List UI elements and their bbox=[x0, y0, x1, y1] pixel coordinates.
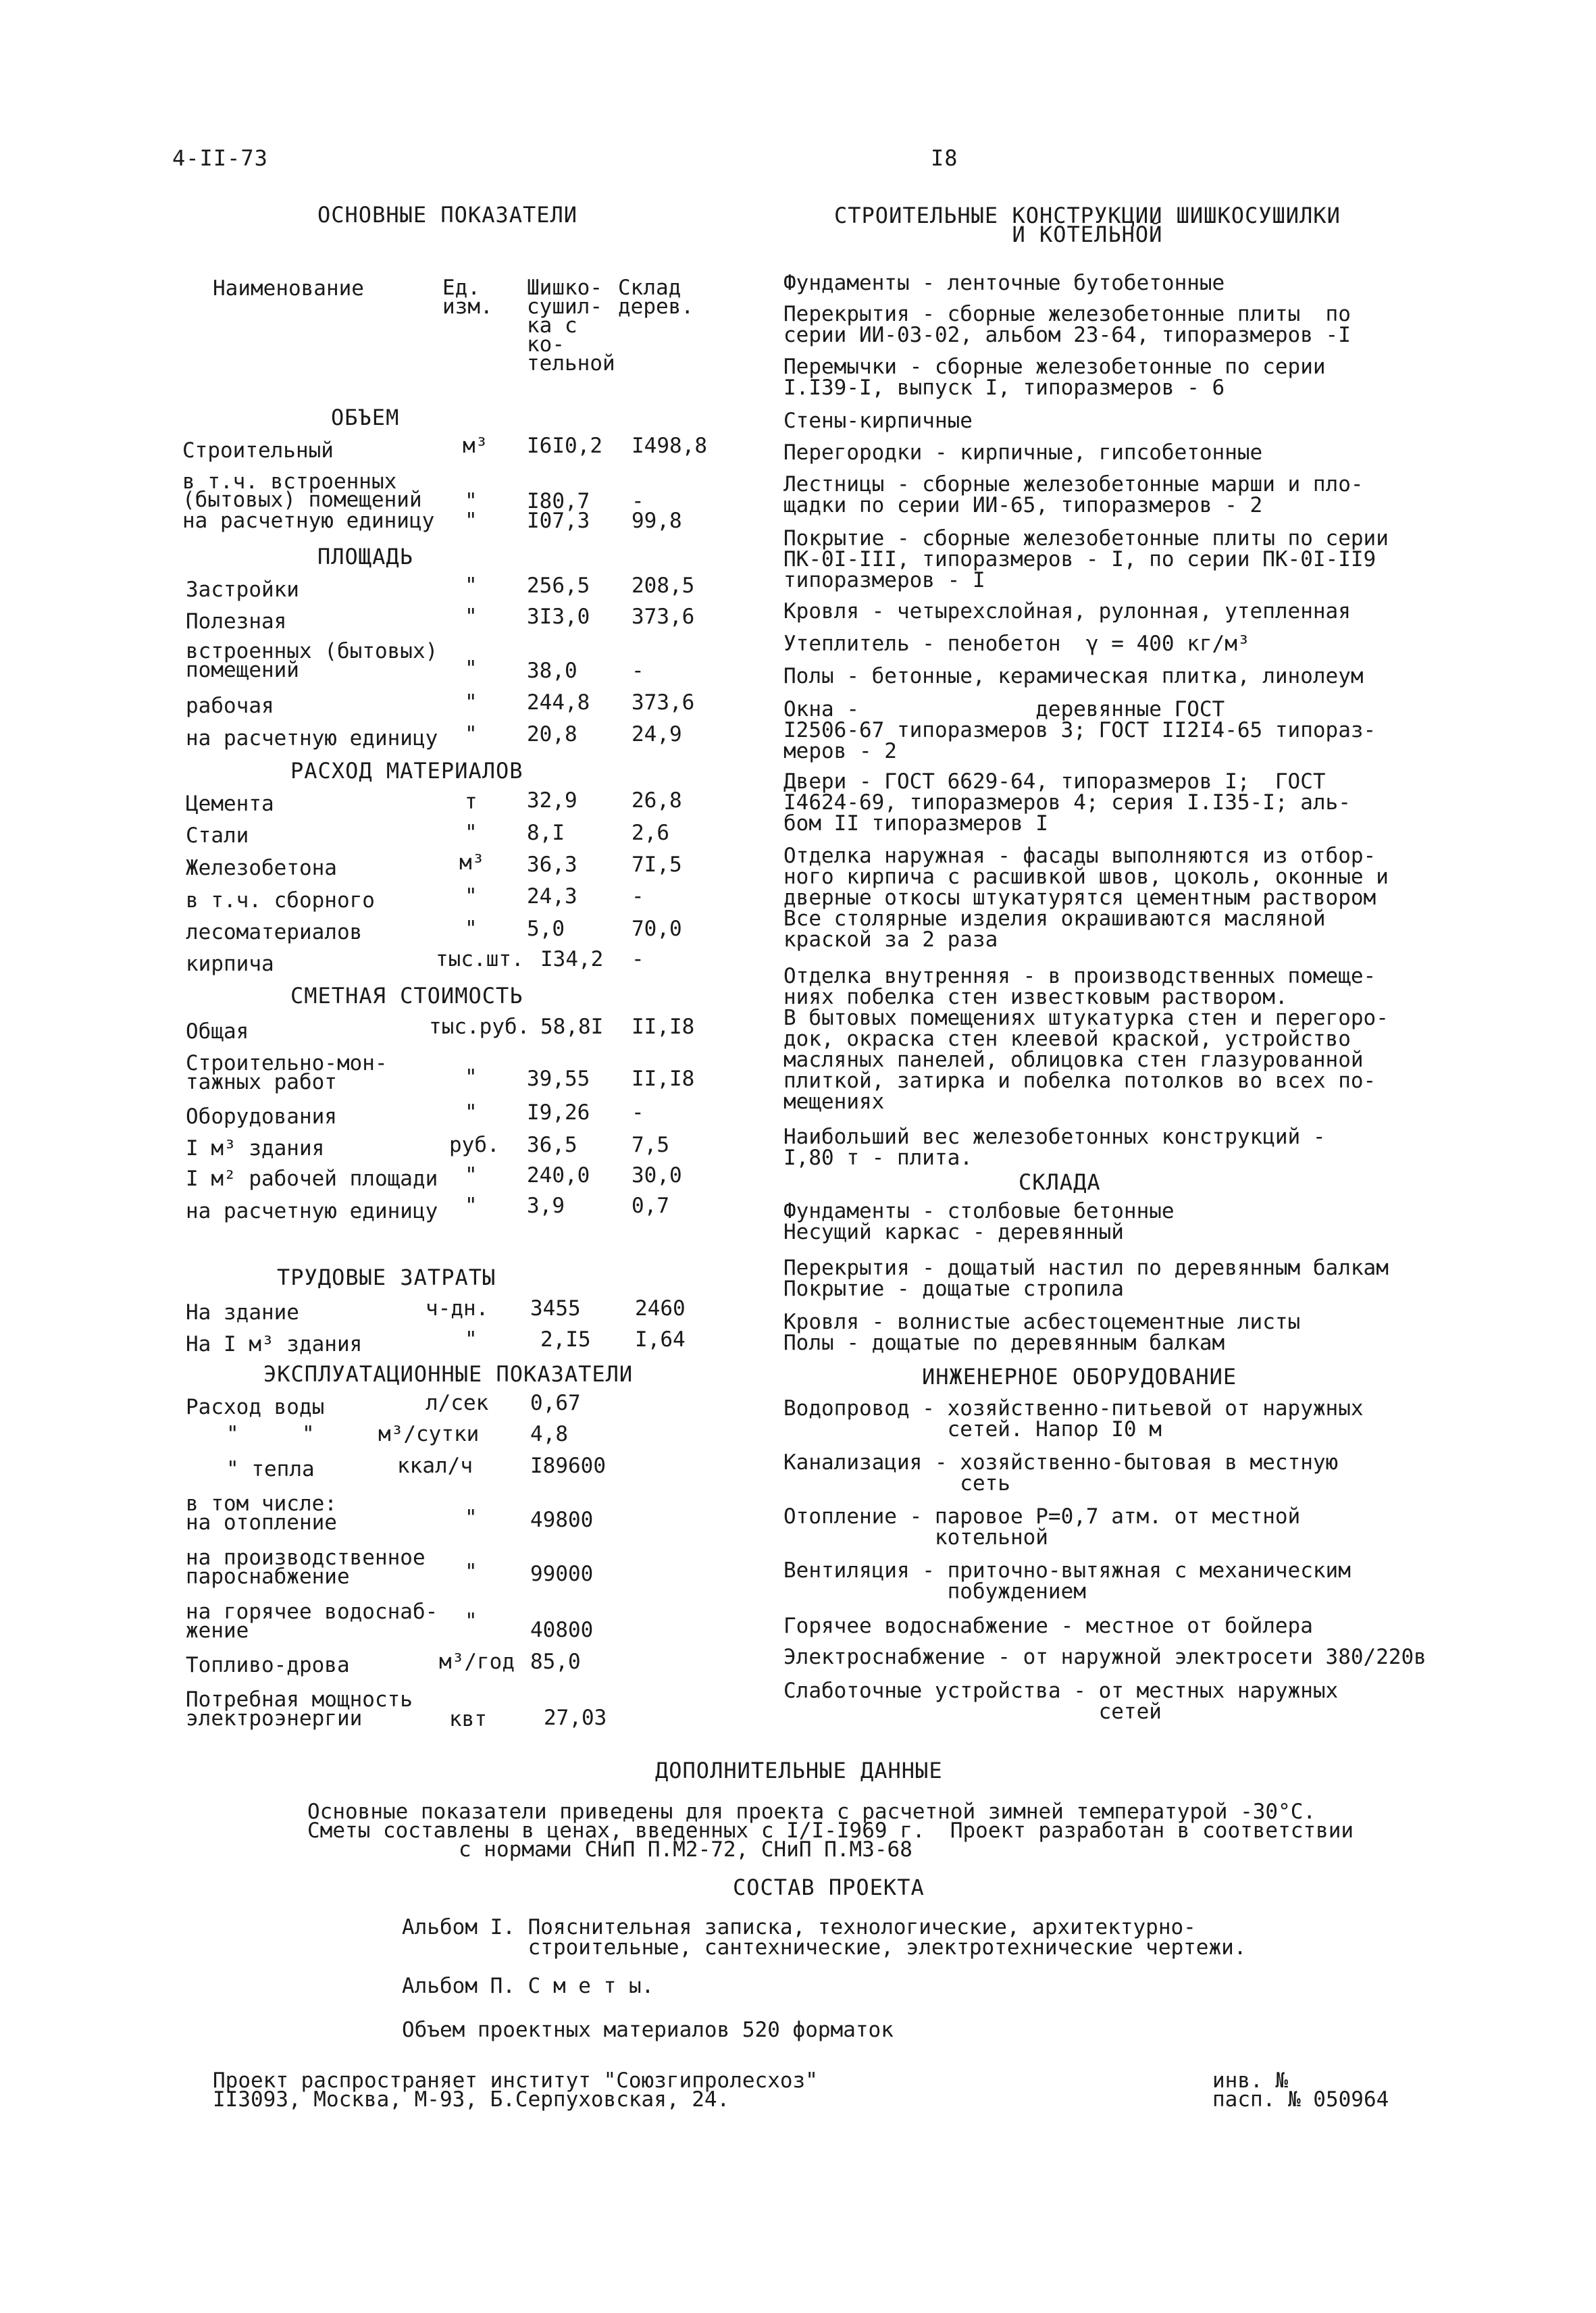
engineering-item: Канализация - хозяйственно-бытовая в местную сеть bbox=[783, 1450, 1339, 1496]
column-header-name: Наименование bbox=[213, 276, 364, 301]
row-value: I89600 bbox=[530, 1454, 606, 1478]
row-dryer: 256,5 bbox=[527, 574, 590, 598]
row-name: лесоматериалов bbox=[186, 920, 363, 944]
row-name: Застройки bbox=[186, 578, 299, 602]
additional-data-text: Основные показатели приведены для проекта с расчетной зимней температурой -30°С. Сметы составлены в ценах, введенных с I/I-I969 г. Проект разработан в соответствии с нормами СНиП П.М2-72, СНиП П.М3-68 bbox=[307, 1800, 1354, 1862]
row-unit: т bbox=[465, 790, 478, 814]
construction-item: Перегородки - кирпичные, гипсобетонные bbox=[783, 440, 1263, 465]
row-name: На I м³ здания bbox=[186, 1332, 363, 1356]
construction-item: Кровля - четырехслойная, рулонная, утепленная bbox=[783, 599, 1351, 624]
row-warehouse: - bbox=[632, 884, 644, 909]
row-unit: " bbox=[465, 821, 478, 845]
row-dryer: 24,3 bbox=[527, 884, 577, 909]
row-unit: " bbox=[465, 574, 478, 598]
row-name: в т.ч. сборного bbox=[186, 888, 375, 913]
main-indicators-title: ОСНОВНЫЕ ПОКАЗАТЕЛИ bbox=[317, 202, 578, 228]
row-warehouse: II,I8 bbox=[632, 1015, 695, 1039]
warehouse-item: Кровля - волнистые асбестоцементные листы Полы - дощатые по деревянным балкам bbox=[783, 1310, 1301, 1355]
row-value: 49800 bbox=[530, 1508, 594, 1532]
row-unit: " bbox=[465, 1100, 478, 1125]
section-area: ПЛОЩАДЬ bbox=[317, 544, 413, 569]
engineering-item: Горячее водоснабжение - местное от бойлера bbox=[783, 1614, 1313, 1638]
row-unit: м³ bbox=[463, 434, 488, 458]
construction-item: Перекрытия - сборные железобетонные плиты по серии ИИ-03-02, альбом 23-64, типоразмеров -I bbox=[783, 302, 1351, 347]
row-unit: " bbox=[465, 917, 478, 941]
row-name: в том числе: на отопление bbox=[186, 1492, 337, 1535]
engineering-item: Вентиляция - приточно-вытяжная с механическим побуждением bbox=[783, 1558, 1351, 1604]
row-unit: тыс.шт. bbox=[436, 947, 524, 971]
row-warehouse: 7,5 bbox=[632, 1133, 669, 1157]
row-unit: тыс.руб. bbox=[429, 1015, 530, 1039]
row-warehouse: - bbox=[632, 489, 644, 513]
row-name: На здание bbox=[186, 1300, 299, 1325]
row-unit: " bbox=[465, 1506, 478, 1530]
project-volume: Объем проектных материалов 520 форматок bbox=[402, 2018, 894, 2042]
document-code: 4-II-73 bbox=[172, 145, 268, 171]
row-unit: ккал/ч bbox=[397, 1454, 473, 1478]
section-cost: СМЕТНАЯ СТОИМОСТЬ bbox=[290, 983, 523, 1009]
row-dryer: I80,7 bbox=[527, 489, 590, 513]
row-unit: квт bbox=[449, 1707, 487, 1731]
engineering-item: Электроснабжение - от наружной электросети 380/220в bbox=[783, 1645, 1426, 1669]
row-warehouse: 373,6 bbox=[632, 690, 695, 715]
construction-item: Отделка внутренняя - в производственных помеще- ниях побелка стен известковым раствором. В бытовых помещениях штукатурка стен и перегоро- док, окраска стен клеевой краской, устройство масляных панелей, облицовка стен глазурованной плиткой, затирка и побелка потолков во всех по- мещениях bbox=[783, 964, 1389, 1114]
construction-item: Лестницы - сборные железобетонные марши и пло- щадки по серии ИИ-65, типоразмеров - 2 bbox=[783, 472, 1364, 517]
row-name: Расход воды bbox=[186, 1395, 325, 1419]
album-2: Альбом П. С м е т ы. bbox=[402, 1974, 654, 1998]
row-name: Топливо-дрова bbox=[186, 1653, 350, 1677]
row-name: Железобетона bbox=[186, 856, 337, 880]
row-name: на расчетную единицу bbox=[186, 1199, 438, 1223]
engineering-item: Слаботочные устройства - от местных наружных сетей bbox=[783, 1679, 1339, 1724]
row-unit: " bbox=[465, 1065, 478, 1090]
row-unit: л/сек bbox=[426, 1391, 489, 1415]
row-value: 4,8 bbox=[530, 1422, 568, 1446]
row-warehouse: 26,8 bbox=[632, 788, 682, 813]
construction-item: Полы - бетонные, керамическая плитка, линолеум bbox=[783, 664, 1364, 688]
row-dryer: 39,55 bbox=[527, 1067, 590, 1091]
row-dryer: I6I0,2 bbox=[527, 434, 602, 458]
construction-item: Фундаменты - ленточные бутобетонные bbox=[783, 271, 1225, 295]
row-name: Цемента bbox=[186, 792, 274, 816]
section-volume: ОБЪЕМ bbox=[331, 405, 400, 430]
row-warehouse: II,I8 bbox=[632, 1067, 695, 1091]
row-dryer: 8,I bbox=[527, 821, 565, 845]
row-dryer: 38,0 bbox=[527, 659, 577, 683]
row-dryer: 240,0 bbox=[527, 1163, 590, 1188]
row-dryer: 5,0 bbox=[527, 917, 565, 941]
row-value: 85,0 bbox=[530, 1650, 581, 1674]
row-unit: " bbox=[465, 722, 478, 746]
row-value: 99000 bbox=[530, 1562, 594, 1586]
additional-data-title: ДОПОЛНИТЕЛЬНЫЕ ДАННЫЕ bbox=[655, 1758, 943, 1783]
row-dryer: 36,3 bbox=[527, 853, 577, 877]
section-materials: РАСХОД МАТЕРИАЛОВ bbox=[290, 758, 523, 784]
row-warehouse: 99,8 bbox=[632, 509, 682, 533]
row-warehouse: - bbox=[632, 659, 644, 683]
row-warehouse: I,64 bbox=[635, 1327, 686, 1352]
row-unit: " bbox=[465, 1609, 478, 1633]
row-dryer: 3455 bbox=[530, 1296, 581, 1321]
row-name: Потребная мощность электроэнергии bbox=[186, 1687, 413, 1731]
structures-title: СТРОИТЕЛЬНЫЕ КОНСТРУКЦИИ ШИШКОСУШИЛКИ И КОТЕЛЬНОЙ bbox=[834, 203, 1341, 247]
row-unit: " bbox=[465, 1194, 478, 1218]
column-header-unit: Ед. изм. bbox=[442, 276, 493, 319]
row-name: на производственное пароснабжение bbox=[186, 1546, 426, 1589]
row-warehouse: 24,9 bbox=[632, 722, 682, 746]
column-header-warehouse: Склад дерев. bbox=[618, 276, 694, 319]
distributor: Проект распространяет институт "Союзгипролесхоз" II3093, Москва, М-93, Б.Серпуховская, 24. bbox=[213, 2068, 818, 2112]
row-dryer: I9,26 bbox=[527, 1100, 590, 1125]
row-unit: " bbox=[465, 1560, 478, 1584]
row-unit: руб. bbox=[449, 1133, 500, 1157]
warehouse-title: СКЛАДА bbox=[1019, 1169, 1101, 1195]
row-unit: " bbox=[465, 657, 478, 681]
row-unit: м³/сутки bbox=[378, 1422, 480, 1446]
row-unit: " bbox=[465, 1327, 478, 1352]
row-name: " " bbox=[226, 1422, 315, 1446]
row-dryer: 3,9 bbox=[527, 1194, 565, 1218]
row-unit: " bbox=[465, 884, 478, 909]
construction-item: Наибольший вес железобетонных конструкций - I,80 т - плита. bbox=[783, 1125, 1326, 1170]
row-name: в т.ч. встроенных (бытовых) помещений bbox=[182, 469, 422, 512]
section-operation: ЭКСПЛУАТАЦИОННЫЕ ПОКАЗАТЕЛИ bbox=[263, 1361, 634, 1387]
row-warehouse: 7I,5 bbox=[632, 853, 682, 877]
engineering-item: Водопровод - хозяйственно-питьевой от наружных сетей. Напор I0 м bbox=[783, 1396, 1364, 1442]
row-dryer: 36,5 bbox=[527, 1133, 577, 1157]
row-dryer: 32,9 bbox=[527, 788, 577, 813]
warehouse-item: Фундаменты - столбовые бетонные Несущий каркас - деревянный bbox=[783, 1199, 1175, 1244]
construction-item: Окна - деревянные ГОСТ I2506-67 типоразмеров 3; ГОСТ II2I4-65 типораз- меров - 2 bbox=[783, 697, 1376, 763]
row-dryer: 2,I5 bbox=[540, 1327, 591, 1352]
row-name: Строительно-мон- тажных работ bbox=[186, 1051, 388, 1094]
construction-item: Перемычки - сборные железобетонные по серии I.I39-I, выпуск I, типоразмеров - 6 bbox=[783, 355, 1326, 400]
row-warehouse: 208,5 bbox=[632, 574, 695, 598]
engineering-item: Отопление - паровое Р=0,7 атм. от местной котельной bbox=[783, 1504, 1301, 1550]
row-warehouse: 373,6 bbox=[632, 605, 695, 629]
composition-title: СОСТАВ ПРОЕКТА bbox=[733, 1875, 925, 1900]
construction-item: Утеплитель - пенобетон γ = 400 кг/м³ bbox=[783, 632, 1250, 656]
row-unit: ч-дн. bbox=[426, 1296, 489, 1321]
row-name: рабочая bbox=[186, 694, 274, 718]
row-unit: " bbox=[465, 489, 478, 513]
engineering-title: ИНЖЕНЕРНОЕ ОБОРУДОВАНИЕ bbox=[922, 1364, 1237, 1390]
row-unit: " bbox=[465, 605, 478, 629]
row-name: кирпича bbox=[186, 952, 274, 976]
row-name: " тепла bbox=[226, 1457, 315, 1481]
construction-item: Двери - ГОСТ 6629-64, типоразмеров I; ГОСТ I4624-69, типоразмеров 4; серия I.I35-I; аль- бом II типоразмеров I bbox=[783, 769, 1351, 836]
row-warehouse: I498,8 bbox=[632, 434, 707, 458]
row-name: Общая bbox=[186, 1019, 249, 1044]
row-name: I м² рабочей площади bbox=[186, 1167, 438, 1191]
row-unit: " bbox=[465, 509, 478, 533]
row-unit: " bbox=[465, 690, 478, 715]
row-value: 0,67 bbox=[530, 1391, 581, 1415]
construction-item: Отделка наружная - фасады выполняются из отбор- ного кирпича с расшивкой швов, цоколь, оконные и дверные откосы штукатурятся цементным раствором Все столярные изделия окрашиваются масляной краской за 2 раза bbox=[783, 844, 1389, 952]
row-unit: м³ bbox=[459, 850, 485, 875]
row-dryer: 20,8 bbox=[527, 722, 577, 746]
row-dryer: 244,8 bbox=[527, 690, 590, 715]
row-name: Полезная bbox=[186, 609, 287, 634]
row-dryer: I34,2 bbox=[540, 947, 604, 971]
column-header-dryer: Шишко- сушил- ка с ко- тельной bbox=[527, 276, 615, 376]
row-dryer: 3I3,0 bbox=[527, 605, 590, 629]
row-name: встроенных (бытовых) помещений bbox=[186, 639, 438, 682]
row-name: на расчетную единицу bbox=[182, 509, 435, 533]
row-value: 27,03 bbox=[544, 1706, 607, 1730]
page-number: I8 bbox=[931, 145, 958, 171]
row-name: Стали bbox=[186, 823, 249, 848]
album-1: Альбом I. Пояснительная записка, технологические, архитектурно- строительные, сантехнические, электротехнические чертежи. bbox=[402, 1915, 1247, 1960]
construction-item: Стены-кирпичные bbox=[783, 409, 973, 433]
row-warehouse: 30,0 bbox=[632, 1163, 682, 1188]
row-dryer: 58,8I bbox=[540, 1015, 604, 1039]
row-unit: " bbox=[465, 1163, 478, 1188]
row-name: I м³ здания bbox=[186, 1136, 325, 1161]
row-name: на горячее водоснаб- жение bbox=[186, 1600, 438, 1643]
row-warehouse: 2460 bbox=[635, 1296, 686, 1321]
warehouse-item: Перекрытия - дощатый настил по деревянным балкам Покрытие - дощатые стропила bbox=[783, 1256, 1389, 1301]
row-value: 40800 bbox=[530, 1618, 594, 1642]
row-dryer: I07,3 bbox=[527, 509, 590, 533]
construction-item: Покрытие - сборные железобетонные плиты по серии ПК-0I-III, типоразмеров - I, по серии ПК-0I-II9 типоразмеров - I bbox=[783, 526, 1389, 592]
row-warehouse: 70,0 bbox=[632, 917, 682, 941]
row-warehouse: - bbox=[632, 947, 644, 971]
row-name: Строительный bbox=[182, 438, 334, 463]
row-warehouse: 0,7 bbox=[632, 1194, 669, 1218]
row-unit: м³/год bbox=[439, 1650, 515, 1674]
row-name: на расчетную единицу bbox=[186, 726, 438, 751]
section-labor: ТРУДОВЫЕ ЗАТРАТЫ bbox=[277, 1265, 496, 1290]
row-warehouse: - bbox=[632, 1100, 644, 1125]
inventory-number: инв. № пасп. № 050964 bbox=[1212, 2068, 1389, 2112]
row-warehouse: 2,6 bbox=[632, 821, 669, 845]
row-name: Оборудования bbox=[186, 1104, 337, 1129]
